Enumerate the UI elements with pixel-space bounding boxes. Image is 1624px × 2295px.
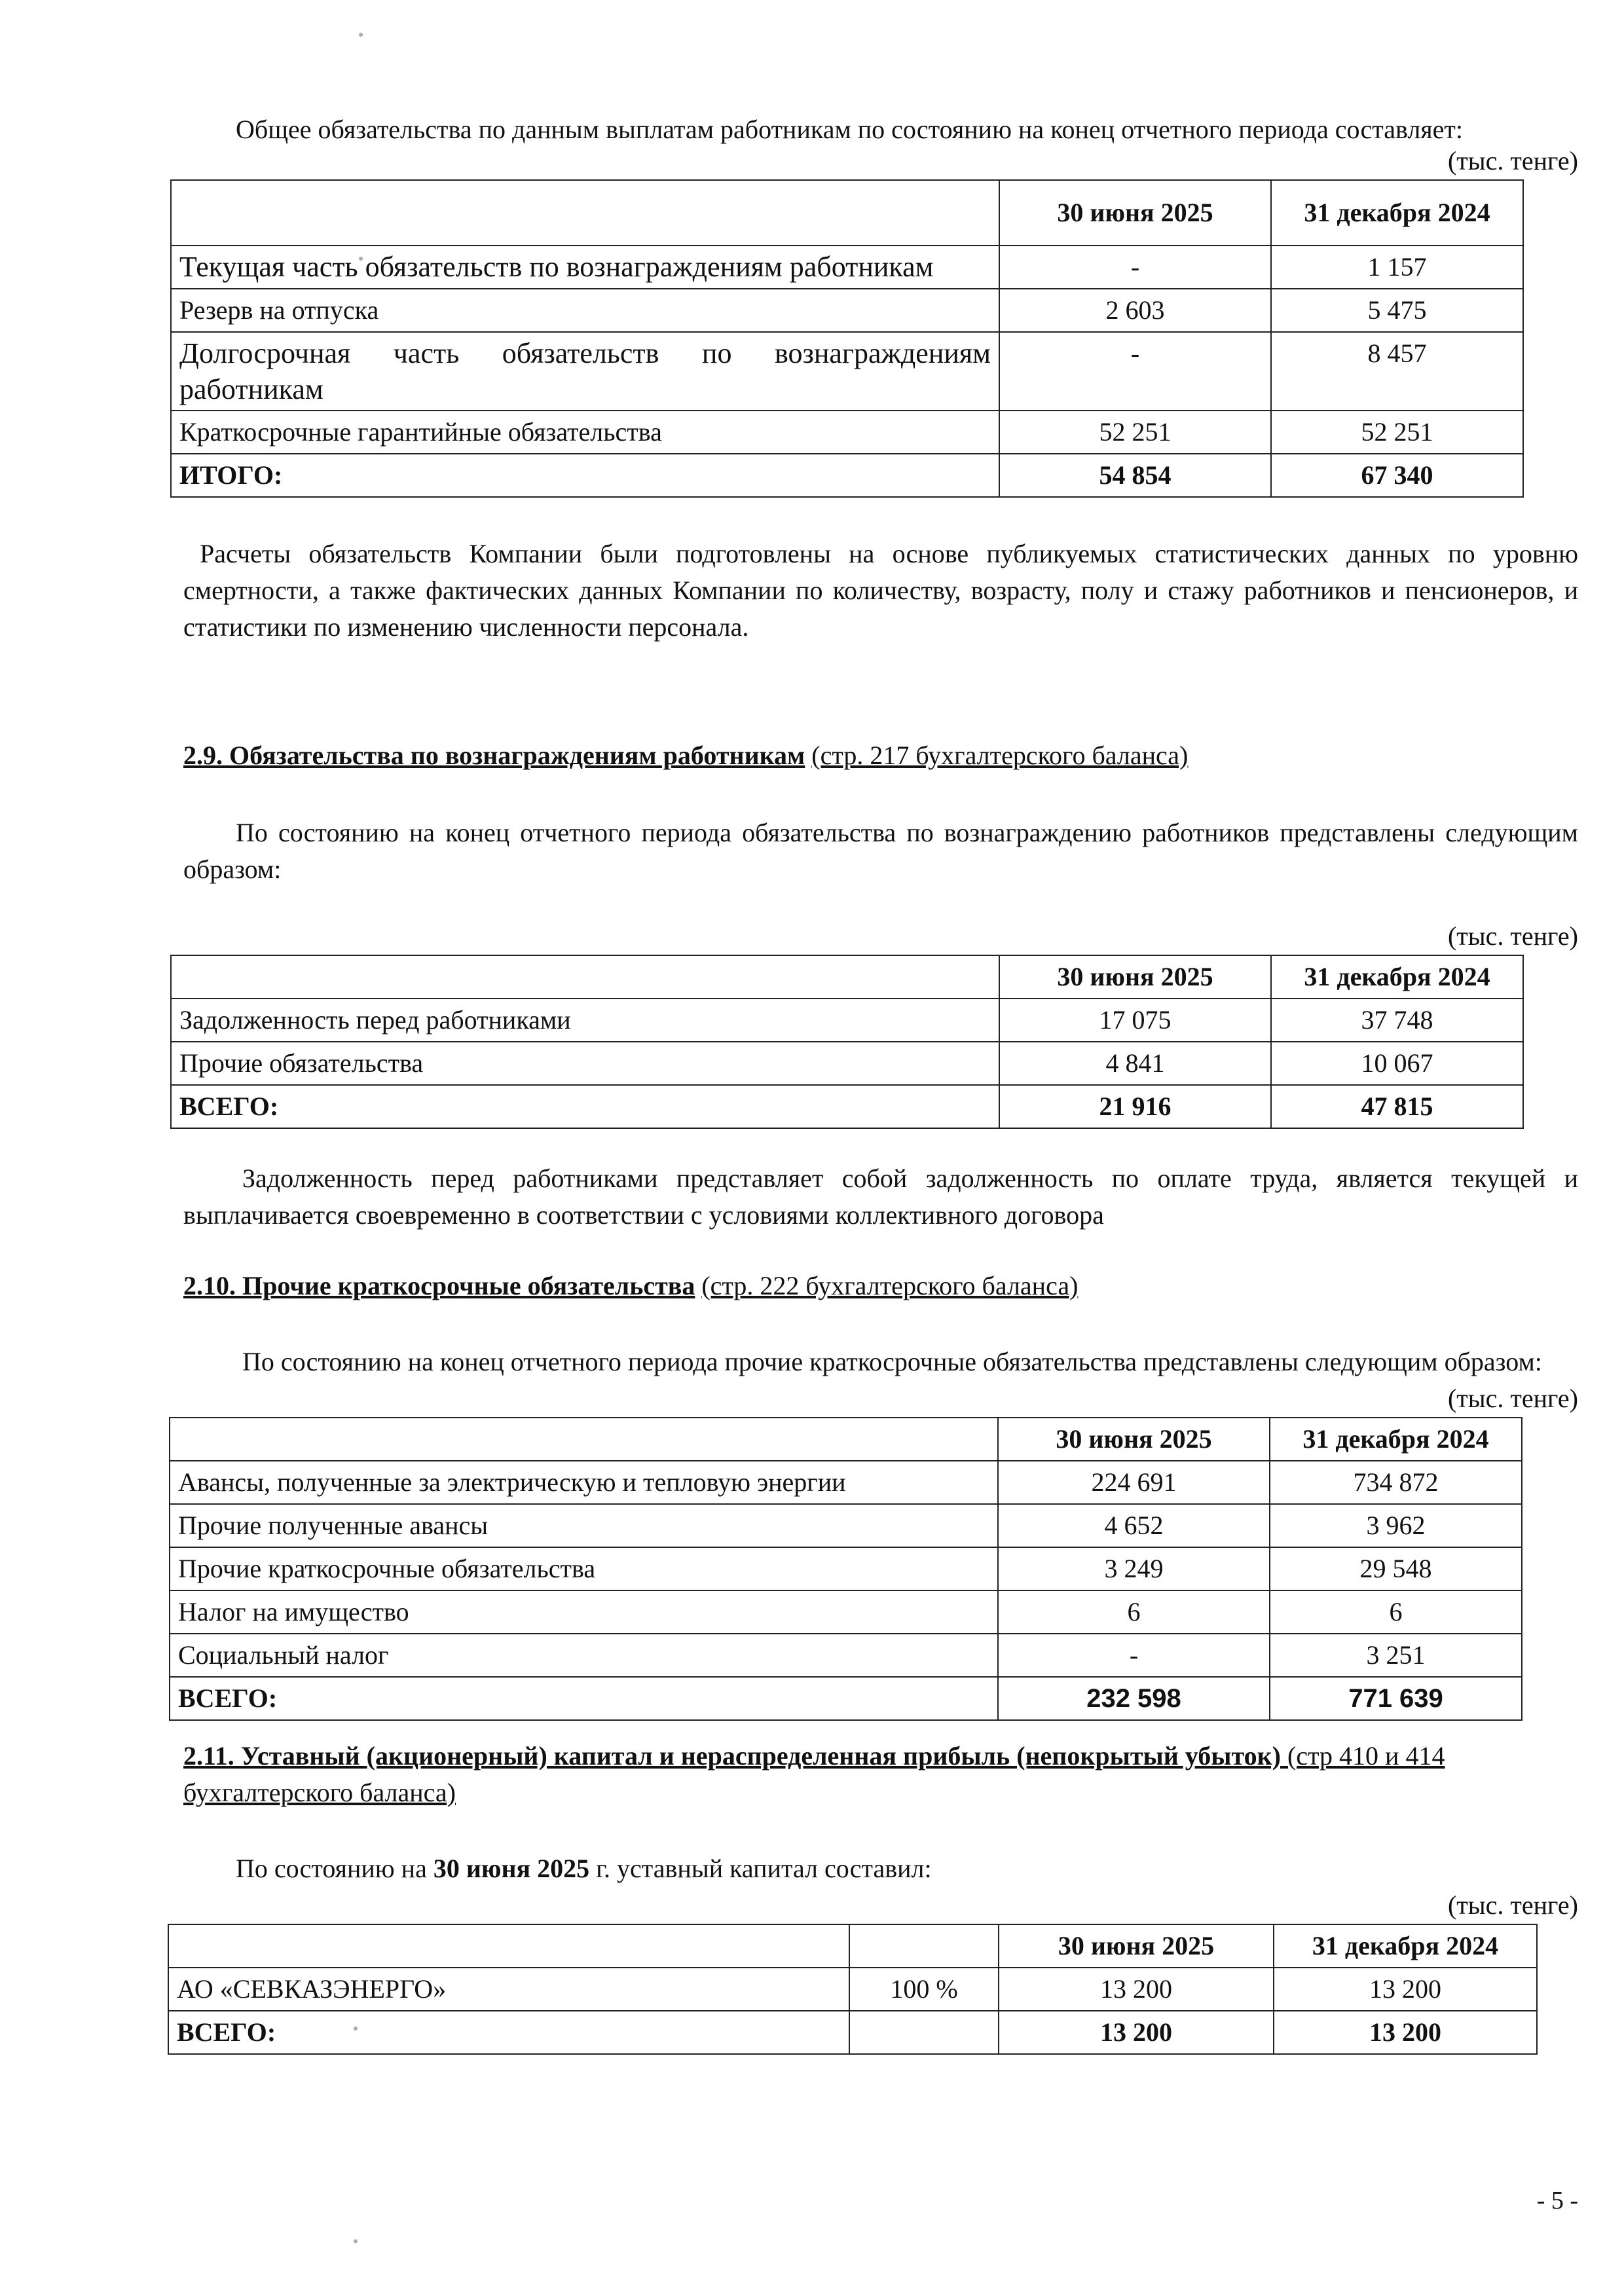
row-value: 6 [1270, 1590, 1522, 1634]
row-value: 2 603 [999, 289, 1271, 332]
row-label: Прочие полученные авансы [170, 1504, 998, 1547]
unit-label: (тыс. тенге) [1447, 1384, 1578, 1413]
row-label: Прочие краткосрочные обязательства [170, 1547, 998, 1590]
total-value: 47 815 [1271, 1085, 1523, 1128]
header-cell: 30 июня 2025 [999, 955, 1271, 999]
row-label: Социальный налог [170, 1634, 998, 1677]
text-suffix: г. уставный капитал составил: [589, 1854, 932, 1883]
total-value: 232 598 [998, 1677, 1270, 1720]
scan-speck [359, 33, 363, 37]
header-cell: 30 июня 2025 [998, 1418, 1270, 1461]
total-label: ВСЕГО: [170, 1677, 998, 1720]
text-date: 30 июня 2025 [433, 1854, 590, 1883]
page-number: - 5 - [1536, 2187, 1578, 2214]
row-value: 6 [998, 1590, 1270, 1634]
table-total-row [170, 1677, 1522, 1720]
section-2-9-text: По состоянию на конец отчетного периода обязательства по вознаграждению работников представлены следующим образом: [183, 818, 1578, 884]
row-share: 100 % [849, 1968, 999, 2011]
header-cell: 31 декабря 2024 [1271, 180, 1523, 246]
row-value: 3 249 [998, 1547, 1270, 1590]
unit-label: (тыс. тенге) [1447, 921, 1578, 951]
row-label: Долгосрочная часть обязательств по вознаграждениям работникам [171, 332, 999, 411]
total-label: ИТОГО: [171, 454, 999, 497]
employee-payables-table [170, 955, 1524, 1129]
total-value: 13 200 [1274, 2011, 1537, 2054]
header-cell [849, 1924, 999, 1968]
row-value: 52 251 [999, 411, 1271, 454]
header-cell: 30 июня 2025 [999, 1924, 1274, 1968]
header-cell: 31 декабря 2024 [1270, 1418, 1522, 1461]
row-value: 52 251 [1271, 411, 1523, 454]
table-row [170, 1590, 1522, 1634]
table-header-row [168, 1924, 1537, 1968]
total-value: 21 916 [999, 1085, 1271, 1128]
row-value: 17 075 [999, 999, 1271, 1042]
section-title: 2.10. Прочие краткосрочные обязательства [183, 1271, 695, 1300]
total-value: 67 340 [1271, 454, 1523, 497]
total-label: ВСЕГО: [168, 2011, 849, 2054]
header-cell: 31 декабря 2024 [1274, 1924, 1537, 1968]
table-header-row [171, 955, 1523, 999]
document-page [177, 105, 1578, 2055]
header-cell [168, 1924, 849, 1968]
unit-label: (тыс. тенге) [1447, 146, 1578, 175]
row-value: 37 748 [1271, 999, 1523, 1042]
table-row [171, 246, 1523, 289]
section-2-9-heading [183, 737, 1578, 774]
payables-paragraph: Задолженность перед работниками представляет собой задолженность по оплате труда, является текущей и выплачивается своевременно в соответствии с условиями коллективного договора [183, 1164, 1578, 1230]
total-share [849, 2011, 999, 2054]
table-row [168, 1968, 1537, 2011]
header-cell: 30 июня 2025 [999, 180, 1271, 246]
table-row [171, 289, 1523, 332]
row-value: 3 251 [1270, 1634, 1522, 1677]
table-total-row [171, 1085, 1523, 1128]
section-ref: (стр 410 и 414 бухгалтерского баланса) [183, 1741, 1445, 1807]
section-title: 2.9. Обязательства по вознаграждениям работникам [183, 741, 805, 770]
employee-obligations-table [170, 179, 1524, 498]
header-cell [170, 1418, 998, 1461]
row-value: 13 200 [999, 1968, 1274, 2011]
section-2-10-heading [183, 1268, 1578, 1304]
table-total-row [171, 454, 1523, 497]
table-row [170, 1504, 1522, 1547]
share-capital-table [168, 1924, 1538, 2055]
table-row [171, 999, 1523, 1042]
table-total-row [168, 2011, 1537, 2054]
row-value: - [998, 1634, 1270, 1677]
table-row [170, 1461, 1522, 1504]
table-row [170, 1547, 1522, 1590]
row-label: Резерв на отпуска [171, 289, 999, 332]
text-prefix: По состоянию на [236, 1854, 434, 1883]
total-value: 13 200 [999, 2011, 1274, 2054]
row-label: Прочие обязательства [171, 1042, 999, 1085]
section-2-10-text: По состоянию на конец отчетного периода прочие краткосрочные обязательства представлены следующим образом: [242, 1347, 1542, 1376]
header-cell: 31 декабря 2024 [1271, 955, 1523, 999]
table-header-row [171, 180, 1523, 246]
row-value: 3 962 [1270, 1504, 1522, 1547]
header-cell [171, 955, 999, 999]
row-value: 1 157 [1271, 246, 1523, 289]
row-label: Авансы, полученные за электрическую и тепловую энергии [170, 1461, 998, 1504]
section-ref: (стр. 222 бухгалтерского баланса) [701, 1271, 1079, 1300]
row-label: Задолженность перед работниками [171, 999, 999, 1042]
header-cell [171, 180, 999, 246]
table-header-row [170, 1418, 1522, 1461]
row-value: 4 652 [998, 1504, 1270, 1547]
row-value: 29 548 [1270, 1547, 1522, 1590]
scan-speck [354, 2239, 358, 2243]
actuarial-paragraph: Расчеты обязательств Компании были подготовлены на основе публикуемых статистических данных по уровню смертности, а также фактических данных Компании по количеству, возрасту, полу и стажу работников и пенсионеров, и статистики по изменению численности персонала. [183, 539, 1578, 642]
row-value: 224 691 [998, 1461, 1270, 1504]
row-value: 734 872 [1270, 1461, 1522, 1504]
row-value: 4 841 [999, 1042, 1271, 1085]
row-label: Текущая часть обязательств по вознаграждениям работникам [171, 246, 999, 289]
row-value: 5 475 [1271, 289, 1523, 332]
unit-label: (тыс. тенге) [1447, 1890, 1578, 1920]
section-2-11-heading [183, 1738, 1578, 1811]
total-value: 54 854 [999, 454, 1271, 497]
row-value: 10 067 [1271, 1042, 1523, 1085]
intro-paragraph: Общее обязательства по данным выплатам работникам по состоянию на конец отчетного периода составляет: [236, 115, 1464, 144]
row-label: Налог на имущество [170, 1590, 998, 1634]
total-value: 771 639 [1270, 1677, 1522, 1720]
row-label: АО «СЕВКАЗЭНЕРГО» [168, 1968, 849, 2011]
table-row [171, 411, 1523, 454]
table-row [171, 1042, 1523, 1085]
other-short-term-table [169, 1417, 1522, 1721]
row-value: - [999, 332, 1271, 411]
table-row [171, 332, 1523, 411]
section-2-11-text [183, 1850, 1578, 1887]
table-row [170, 1634, 1522, 1677]
row-value: 13 200 [1274, 1968, 1537, 2011]
total-label: ВСЕГО: [171, 1085, 999, 1128]
section-title: 2.11. Уставный (акционерный) капитал и нераспределенная прибыль (непокрытый убыток) [183, 1741, 1281, 1771]
section-ref: (стр. 217 бухгалтерского баланса) [811, 741, 1189, 770]
row-value: - [999, 246, 1271, 289]
row-value: 8 457 [1271, 332, 1523, 411]
row-label: Краткосрочные гарантийные обязательства [171, 411, 999, 454]
